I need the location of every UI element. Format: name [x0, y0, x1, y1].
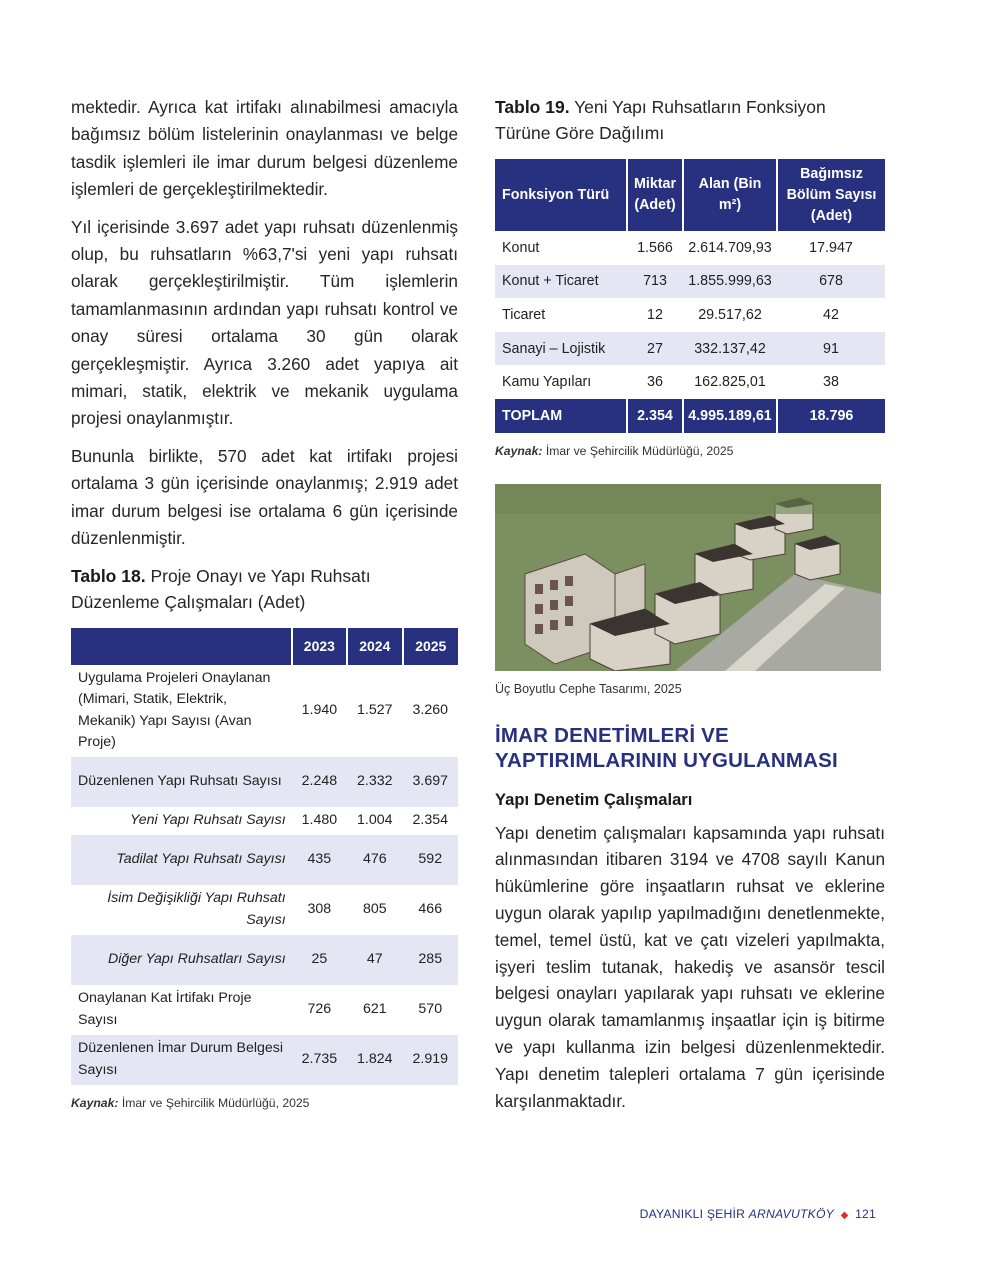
table19-header: Bağımsız Bölüm Sayısı (Adet) — [777, 159, 885, 231]
table19-caption-number: Tablo 19. — [495, 97, 570, 117]
cell-2023: 25 — [292, 935, 347, 985]
photo-caption: Üç Boyutlu Cephe Tasarımı, 2025 — [495, 681, 682, 696]
table19-caption — [495, 94, 885, 146]
function-type: Kamu Yapıları — [502, 374, 592, 391]
alan-cell: 332.137,42 — [683, 332, 777, 366]
source-label: Kaynak: — [71, 1095, 119, 1110]
cell-2023: 308 — [307, 900, 332, 917]
bolum-cell: 678 — [777, 265, 885, 299]
cell-2023: 726 — [307, 1000, 332, 1017]
page-number: 121 — [855, 1207, 876, 1221]
table-row — [71, 1035, 458, 1085]
miktar-cell: 1.566 — [637, 239, 673, 256]
table19-total-row — [495, 399, 885, 433]
miktar-cell: 713 — [627, 265, 683, 299]
cell-2024: 621 — [362, 1000, 387, 1017]
table19-caption-text: Yeni Yapı Ruhsatların Fonksiyon Türüne Göre Dağılımı — [495, 97, 826, 143]
function-type: Ticaret — [502, 306, 546, 323]
footer-publication: DAYANIKLI ŞEHİR — [639, 1207, 746, 1221]
right-column — [495, 94, 885, 1124]
section-title — [495, 723, 885, 773]
table19 — [495, 159, 885, 433]
table19-header: Fonksiyon Türü — [495, 159, 627, 231]
alan-cell: 29.517,62 — [698, 306, 762, 323]
cell-2023: 1.940 — [301, 701, 338, 718]
section-title-line2: YAPTIRIMLARININ UYGULANMASI — [495, 748, 838, 772]
bolum-cell: 91 — [777, 332, 885, 366]
table18-header — [71, 628, 292, 665]
table18-source — [71, 1096, 458, 1110]
building-rendering-illustration — [495, 484, 881, 671]
right-paragraph: Yapı denetim çalışmaları kapsamında yapı ruhsatı alınmasından itibaren 3194 ve 4708 sayılı Kanun hükümlerine göre inşaatların ruhsat ve eklerine uygun olarak yapılıp yapılmadığını denetlenmekte, temel, temel üstü, kat ve çatı vizeleri yapılmakta, işyeri teslim tutanak, hakediş ve asansör tescil belgesi onayları yapılarak yapı ruhsatı ve eklerine uygun olarak tamamlanmış inşaatlar için iş bitirme ve yapı kullanma izin belgesi düzenlenmektedir. Yapı denetim talepleri ortalama 7 gün içerisinde karşılanmaktadır. — [495, 822, 885, 1111]
table18-header: 2025 — [403, 628, 458, 665]
row-label: Uygulama Projeleri Onaylanan (Mimari, Statik, Elektrik, Mekanik) Yapı Sayısı (Avan Proje) — [78, 669, 271, 750]
cell-2024: 805 — [362, 900, 387, 917]
cell-2025: 3.697 — [403, 757, 458, 807]
table-row — [71, 935, 458, 985]
source-text: İmar ve Şehircilik Müdürlüğü, 2025 — [121, 1095, 310, 1110]
miktar-cell: 12 — [647, 306, 663, 323]
alan-cell: 2.614.709,93 — [688, 239, 772, 256]
cell-2025: 285 — [403, 935, 458, 985]
alan-cell: 1.855.999,63 — [683, 265, 777, 299]
building-rendering-image — [495, 484, 881, 671]
footer-district: ARNAVUTKÖY — [748, 1207, 834, 1221]
table-row — [71, 757, 458, 807]
table19-header: Miktar (Adet) — [627, 159, 683, 231]
diamond-icon: ◆ — [840, 1210, 849, 1221]
table18-header: 2024 — [347, 628, 402, 665]
paragraph-1: mektedir. Ayrıca kat irtifakı alınabilmesi amacıyla bağımsız bölüm listelerinin onaylanması ve belge tasdik işlemleri ile imar durum belgesi düzenleme işlemleri de gerçekleştirilmektedir. — [71, 97, 458, 200]
table-row — [495, 231, 885, 265]
source-text: İmar ve Şehircilik Müdürlüğü, 2025 — [545, 443, 734, 458]
cell-2023: 1.480 — [301, 811, 338, 828]
cell-2024: 47 — [347, 935, 402, 985]
function-type: Sanayi – Lojistik — [495, 332, 627, 366]
table18-caption — [71, 563, 458, 615]
section-title-line1: İMAR DENETİMLERİ VE — [495, 723, 729, 747]
table-row — [495, 298, 885, 332]
page-footer — [640, 1207, 876, 1221]
left-column — [71, 94, 458, 1110]
cell-2025: 2.354 — [412, 811, 449, 828]
table18-header: 2023 — [292, 628, 347, 665]
total-bolum: 18.796 — [777, 399, 885, 433]
table18 — [71, 628, 458, 1085]
table-row — [495, 332, 885, 366]
cell-2023: 2.735 — [292, 1035, 347, 1085]
paragraph-3: Bununla birlikte, 570 adet kat irtifakı projesi ortalama 3 gün içerisinde onaylanmış; 2.919 adet imar durum belgesi ise ortalama 6 gün içerisinde düzenlenmiştir. — [71, 445, 458, 549]
total-miktar: 2.354 — [627, 399, 683, 433]
row-label: Düzenlenen Yapı Ruhsatı Sayısı — [71, 757, 292, 807]
table18-header-row — [71, 628, 458, 665]
source-label: Kaynak: — [495, 443, 543, 458]
bolum-cell: 17.947 — [809, 239, 853, 256]
bolum-cell: 38 — [823, 374, 839, 391]
cell-2025: 592 — [403, 835, 458, 885]
cell-2025: 570 — [418, 1000, 443, 1017]
table19-header-row — [495, 159, 885, 231]
table19-header: Alan (Bin m²) — [683, 159, 777, 231]
table-row — [71, 807, 458, 835]
table-row — [71, 985, 458, 1035]
paragraph-2: Yıl içerisinde 3.697 adet yapı ruhsatı düzenlenmiş olup, bu ruhsatların %63,7'si yeni yapı ruhsatı olarak gerçekleştirilmiştir. Tüm işlemlerin tamamlanmasının ardından yapı ruhsatı kontrol ve onay süresi ortalama 30 gün olarak gerçekleşmiştir. Ayrıca 3.260 adet yapıya ait mimari, statik, elektrik ve mekanik uygulama projesi onaylanmıştır. — [71, 216, 458, 429]
table-row — [71, 835, 458, 885]
function-type: Konut — [502, 239, 540, 256]
miktar-cell: 36 — [647, 374, 663, 391]
cell-2024: 2.332 — [347, 757, 402, 807]
cell-2025: 3.260 — [412, 701, 449, 718]
row-label: Diğer Yapı Ruhsatları Sayısı — [71, 935, 292, 985]
cell-2024: 1.527 — [357, 701, 393, 718]
cell-2025: 2.919 — [403, 1035, 458, 1085]
row-label: Düzenlenen İmar Durum Belgesi Sayısı — [71, 1035, 292, 1085]
cell-2025: 466 — [418, 900, 443, 917]
bolum-cell: 42 — [823, 306, 839, 323]
miktar-cell: 27 — [627, 332, 683, 366]
row-label: İsim Değişikliği Yapı Ruhsatı Sayısı — [107, 890, 286, 928]
cell-2024: 476 — [347, 835, 402, 885]
function-type: Konut + Ticaret — [495, 265, 627, 299]
table-row — [71, 665, 458, 757]
table19-source — [495, 444, 885, 458]
cell-2024: 1.004 — [357, 811, 393, 828]
table-row — [71, 885, 458, 935]
row-label: Tadilat Yapı Ruhsatı Sayısı — [71, 835, 292, 885]
total-label: TOPLAM — [495, 399, 627, 433]
cell-2023: 2.248 — [292, 757, 347, 807]
subheading: Yapı Denetim Çalışmaları — [495, 789, 693, 809]
alan-cell: 162.825,01 — [694, 374, 766, 391]
cell-2023: 435 — [292, 835, 347, 885]
table-row — [495, 265, 885, 299]
table18-caption-text: Proje Onayı ve Yapı Ruhsatı Düzenleme Çalışmaları (Adet) — [71, 565, 371, 612]
table-row — [495, 365, 885, 399]
row-label: Yeni Yapı Ruhsatı Sayısı — [130, 811, 286, 828]
table18-caption-number: Tablo 18. — [71, 565, 146, 586]
row-label: Onaylanan Kat İrtifakı Proje Sayısı — [78, 990, 252, 1028]
cell-2024: 1.824 — [347, 1035, 402, 1085]
total-alan: 4.995.189,61 — [683, 399, 777, 433]
